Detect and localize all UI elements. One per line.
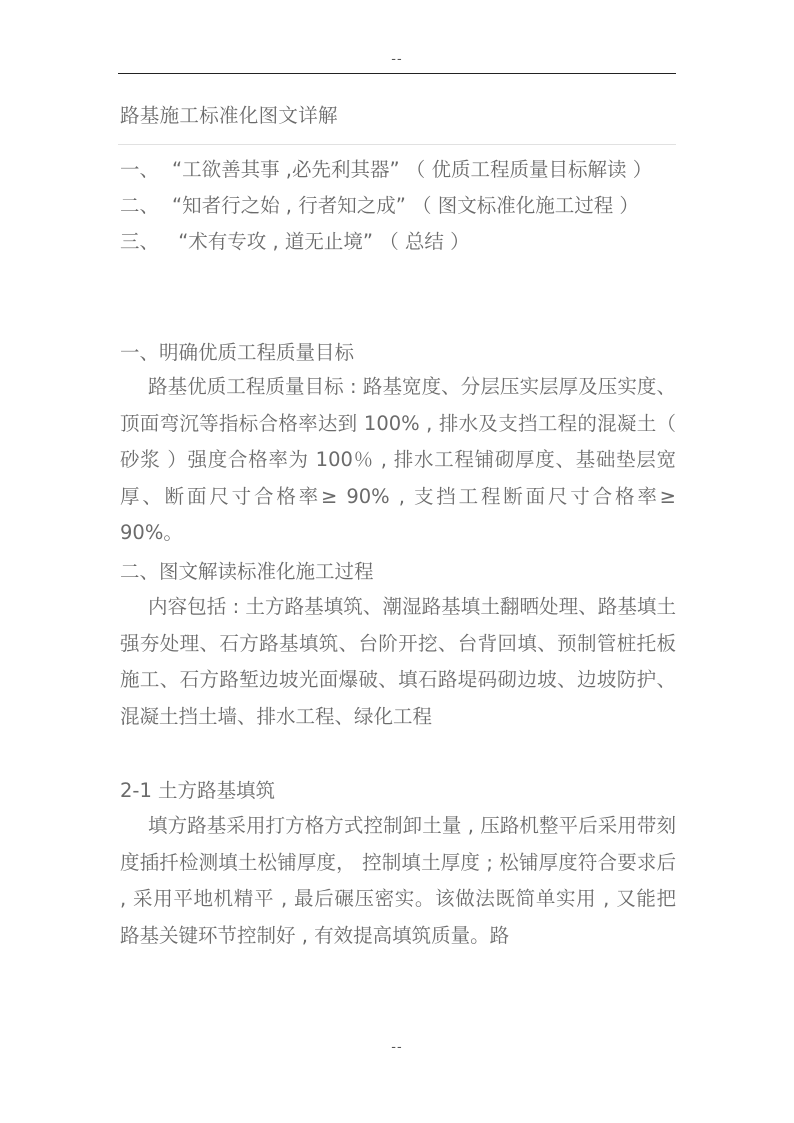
toc-item-number: 一、 [120,158,160,181]
section-heading-process: 二、图文解读标准化施工过程 [120,560,374,583]
toc-item-1 [120,156,652,184]
title-divider [118,144,676,145]
footer-mark: -- [391,1040,403,1055]
section-heading-quality-goal: 一、明确优质工程质量目标 [120,341,355,364]
toc-item-number: 二、 [120,194,160,217]
section-heading-earth-fill: 2-1 土方路基填筑 [120,779,276,802]
toc-item-text: “工欲善其事 ,必先利其器” （ 优质工程质量目标解读 ） [172,158,653,181]
quality-goal-paragraph: 路基优质工程质量目标 : 路基宽度、分层压实层厚及压实度、顶面弯沉等指标合格率达到 100% , 排水及支挡工程的混凝土（ 砂浆 ）强度合格率为 100％ , 排水工程铺砌厚度、基础垫层宽厚、断面尺寸合格率≥ 90% , 支挡工程断面尺寸合格率≥ 90%。 [120,375,676,544]
header-mark: -- [391,52,403,67]
header-rule [118,73,676,74]
toc-item-text: “知者行之始 , 行者知之成” （ 图文标准化施工过程 ） [172,194,639,217]
toc-item-text: “术有专攻 , 道无止境” （ 总结 ） [172,230,470,253]
earth-fill-paragraph: 填方路基采用打方格方式控制卸土量 , 压路机整平后采用带刻度插扦检测填土松铺厚度， 控制填土厚度 ; 松铺厚度符合要求后 , 采用平地机精平 , 最后碾压密实。该做法既简单实用 , 又能把路基关键环节控制好 , 有效提高填筑质量。路 [120,814,676,947]
toc-item-number: 三、 [120,230,160,253]
process-paragraph: 内容包括 : 土方路基填筑、潮湿路基填土翻晒处理、路基填土强夯处理、石方路基填筑、台阶开挖、台背回填、预制管桩托板施工、石方路堑边坡光面爆破、填石路堤码砌边坡、边坡防护、混凝土挡土墙、排水工程、绿化工程 [120,595,676,728]
toc-item-2 [120,192,639,220]
document-title: 路基施工标准化图文详解 [120,104,338,127]
toc-item-3 [120,228,470,256]
